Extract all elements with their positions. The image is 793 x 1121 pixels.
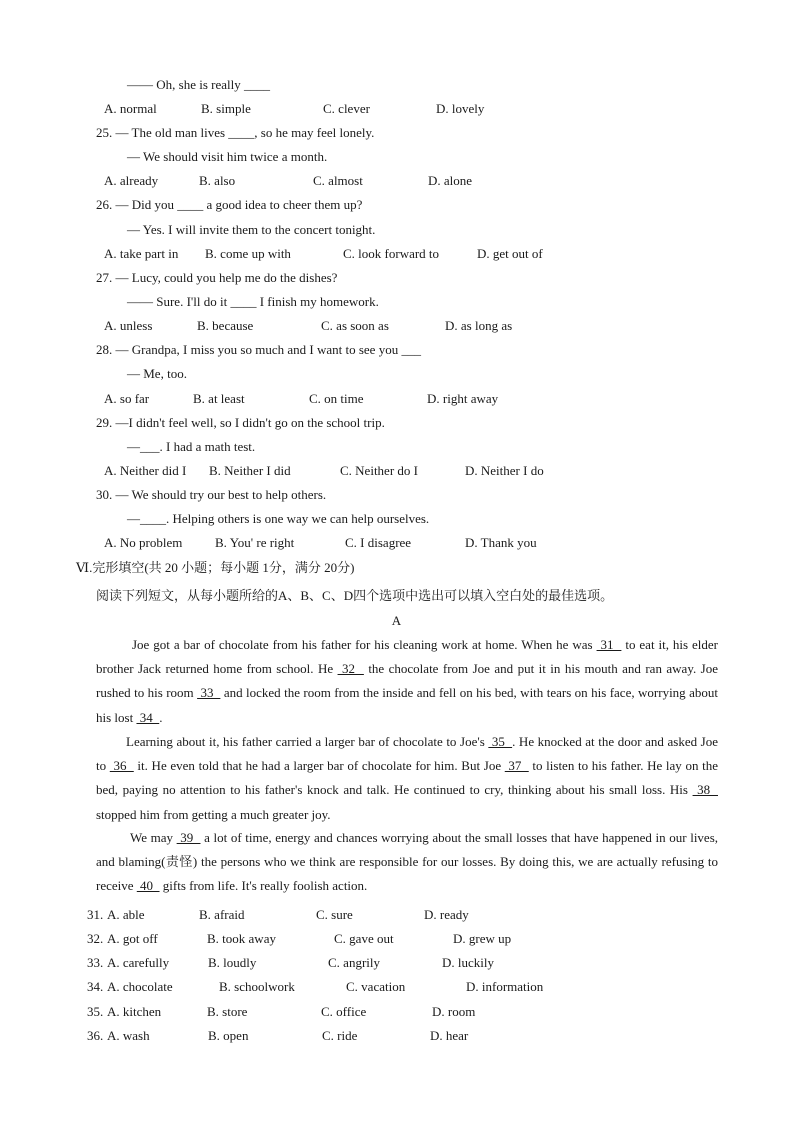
q33-option-c: C. angrily xyxy=(328,955,380,970)
q33-option-d: D. luckily xyxy=(442,955,494,970)
q26-question: 26. — Did you ____ a good idea to cheer them up? xyxy=(96,197,363,212)
q27-option-c: C. as soon as xyxy=(321,318,389,333)
q33-option-b: B. loudly xyxy=(208,955,257,970)
q32-option-c: C. gave out xyxy=(334,931,394,946)
section-title: Ⅵ.完形填空(共 20 小题；每小题 1分，满分 20分) xyxy=(76,560,355,575)
q31-option-d: D. ready xyxy=(424,907,469,922)
q28-answer: — Me, too. xyxy=(127,366,187,381)
q26-option-c: C. look forward to xyxy=(343,246,440,261)
q30-option-c: C. I disagree xyxy=(345,535,412,550)
blank-32: 32 xyxy=(337,661,364,677)
blank-40: 40 xyxy=(136,878,160,894)
q36-option-d: D. hear xyxy=(430,1028,469,1043)
q32-option-b: B. took away xyxy=(207,931,276,946)
q26-answer: — Yes. I will invite them to the concert tonight. xyxy=(127,222,376,237)
q30-question: 30. — We should try our best to help others. xyxy=(96,487,327,502)
q34-option-a: A. chocolate xyxy=(107,979,173,994)
q29-answer: —___. I had a math test. xyxy=(127,439,256,454)
blank-37: 37 xyxy=(504,758,529,774)
blank-38: 38 xyxy=(692,782,718,798)
q28-option-b: B. at least xyxy=(193,391,245,406)
q28-question: 28. — Grandpa, I miss you so much and I want to see you ___ xyxy=(96,342,421,357)
q35-option-d: D. room xyxy=(432,1004,476,1019)
q34-option-d: D. information xyxy=(466,979,544,994)
q29-option-b: B. Neither I did xyxy=(209,463,291,478)
q28-option-d: D. right away xyxy=(427,391,499,406)
q34-option-c: C. vacation xyxy=(346,979,406,994)
q24-option-a: A. normal xyxy=(104,101,157,116)
q25-answer: — We should visit him twice a month. xyxy=(127,149,328,164)
passage-paragraph-3: We may 39 a lot of time, energy and chances worrying about the small losses that have happened in our lives, and blaming(责怪) the persons who we think are responsible for our losses. By doing this, we are actually refusing to receive 40 gifts from life. It's really foolish action. xyxy=(96,830,719,894)
q25-question: 25. — The old man lives ____, so he may feel lonely. xyxy=(96,125,375,140)
q35-number: 35. xyxy=(87,1004,104,1019)
q30-answer: —____. Helping others is one way we can help ourselves. xyxy=(127,511,430,526)
q34-option-b: B. schoolwork xyxy=(219,979,295,994)
q29-option-d: D. Neither I do xyxy=(465,463,544,478)
q30-option-d: D. Thank you xyxy=(465,535,537,550)
q27-answer: —— Sure. I'll do it ____ I finish my homework. xyxy=(127,294,379,309)
q31-option-c: C. sure xyxy=(316,907,353,922)
q24-option-c: C. clever xyxy=(323,101,370,116)
q35-option-b: B. store xyxy=(207,1004,248,1019)
q29-question: 29. —I didn't feel well, so I didn't go on the school trip. xyxy=(96,415,385,430)
q24-option-d: D. lovely xyxy=(436,101,485,116)
q27-option-a: A. unless xyxy=(104,318,153,333)
q25-option-b: B. also xyxy=(199,173,236,188)
q32-option-d: D. grew up xyxy=(453,931,512,946)
q27-option-b: B. because xyxy=(197,318,254,333)
q30-option-b: B. You' re right xyxy=(215,535,295,550)
q31-option-b: B. afraid xyxy=(199,907,245,922)
q25-option-c: C. almost xyxy=(313,173,363,188)
section-instruction: 阅读下列短文，从每小题所给的A、B、C、D四个选项中选出可以填入空白处的最佳选项。 xyxy=(96,588,614,603)
q28-option-c: C. on time xyxy=(309,391,364,406)
q29-option-a: A. Neither did I xyxy=(104,463,187,478)
blank-34: 34 xyxy=(136,709,160,725)
blank-35: 35 xyxy=(488,734,513,749)
q36-option-c: C. ride xyxy=(322,1028,358,1043)
passage-paragraph-2: Learning about it, his father carried a larger bar of chocolate to Joe's 35 . He knocked at the door and asked Joe to 36 it. He even told that he had a larger bar of chocolate for him. But Joe 37 to listen to his father. He lay on the bed, paying no attention to his father's knock and talk. He continued to cry, thinking about his small loss. His 38 stopped him from getting a much greater joy. xyxy=(96,734,719,822)
q24-option-b: B. simple xyxy=(201,101,251,116)
q30-option-a: A. No problem xyxy=(104,535,183,550)
q27-question: 27. — Lucy, could you help me do the dishes? xyxy=(96,270,338,285)
q26-option-b: B. come up with xyxy=(205,246,291,261)
q25-option-d: D. alone xyxy=(428,173,473,188)
q33-option-a: A. carefully xyxy=(107,955,170,970)
q32-option-a: A. got off xyxy=(107,931,158,946)
q35-option-c: C. office xyxy=(321,1004,367,1019)
q25-option-a: A. already xyxy=(104,173,159,188)
blank-31: 31 xyxy=(596,637,622,652)
q26-option-a: A. take part in xyxy=(104,246,179,261)
blank-39: 39 xyxy=(176,830,201,845)
q33-number: 33. xyxy=(87,955,104,970)
q34-number: 34. xyxy=(87,979,104,994)
q32-number: 32. xyxy=(87,931,104,946)
passage-paragraph-1: Joe got a bar of chocolate from his father for his cleaning work at home. When he was 31 to eat it, his elder brother Jack returned home from school. He 32 the chocolate from Joe and put it in his mouth and ran away. Joe rushed to his room 33 and locked the room from the inside and fell on his bed, with tears on his face, worrying about his lost 34 . xyxy=(96,637,719,725)
q29-option-c: C. Neither do I xyxy=(340,463,418,478)
q31-option-a: A. able xyxy=(107,907,145,922)
q35-option-a: A. kitchen xyxy=(107,1004,162,1019)
blank-33: 33 xyxy=(197,685,221,701)
q36-number: 36. xyxy=(87,1028,104,1043)
q36-option-b: B. open xyxy=(208,1028,249,1043)
q24-answer: —— Oh, she is really ____ xyxy=(127,77,270,92)
q28-option-a: A. so far xyxy=(104,391,150,406)
q36-option-a: A. wash xyxy=(107,1028,150,1043)
q31-number: 31. xyxy=(87,907,104,922)
passage-label: A xyxy=(391,613,402,628)
q27-option-d: D. as long as xyxy=(445,318,513,333)
q26-option-d: D. get out of xyxy=(477,246,543,261)
blank-36: 36 xyxy=(109,758,134,774)
